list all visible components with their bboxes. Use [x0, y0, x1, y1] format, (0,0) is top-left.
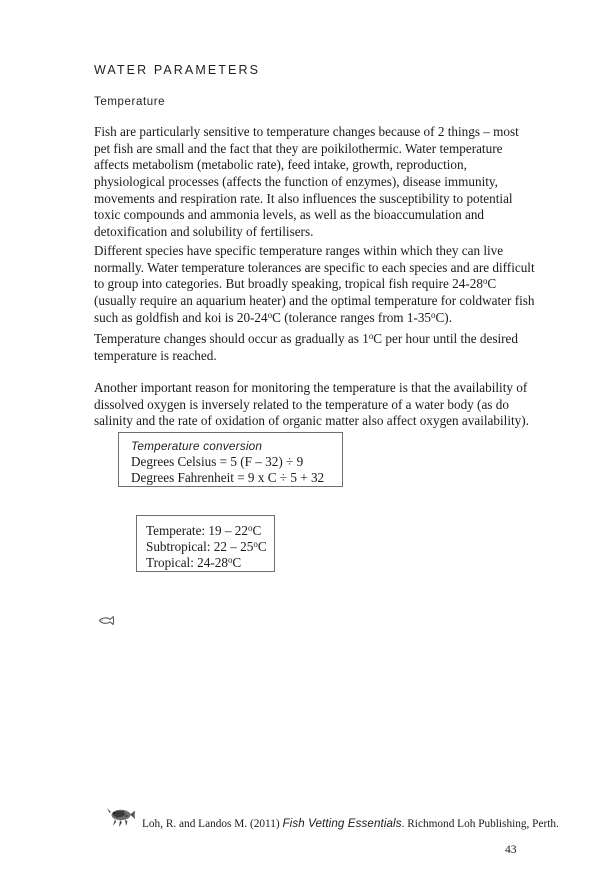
paragraph-2-text-b: C (usually require an aquarium heater) and the optimal temperature for coldwater fish such as goldfish and koi is 20-24: [94, 276, 535, 325]
paragraph-3-text-b: C per hour until the desired temperature is reached.: [94, 331, 518, 363]
citation-publisher: . Richmond Loh Publishing, Perth.: [401, 818, 559, 830]
paragraph-4: [94, 380, 535, 430]
paragraph-3-text-a: Temperature changes should occur as gradually as 1: [94, 331, 369, 347]
paragraph-3: [94, 331, 535, 364]
zone-tropical: [146, 555, 274, 571]
conversion-formula-fahrenheit: Degrees Fahrenheit = 9 x C ÷ 5 + 32: [131, 470, 325, 486]
paragraph-2-text-a: Different species have specific temperature ranges within which they can live normally. Water temperature tolerances are specific to each species and are difficult to group into categories. But broadly speaking, tropical fish require 24-28: [94, 243, 535, 292]
degree-symbol: o: [247, 523, 253, 534]
degree-symbol: o: [267, 309, 273, 320]
zone-subtropical-unit: C: [257, 539, 267, 555]
paragraph-2-text-c: C (tolerance ranges from 1-35: [272, 309, 432, 325]
degree-symbol: o: [431, 309, 436, 320]
degree-symbol: o: [227, 555, 233, 566]
zone-temperate-label: Temperate: 19 – 22: [146, 523, 248, 538]
zone-tropical-label: Tropical: 24-28: [146, 555, 228, 571]
paragraph-2-text-d: C).: [435, 309, 452, 325]
climate-zones-box: [136, 515, 275, 572]
paragraph-4-text: Another important reason for monitoring the temperature is that the availability of dissolved oxygen is inversely related to the temperature of a water body (as do salinity and the rate of oxidation of organic matter also affect oxygen availability).: [94, 380, 529, 429]
temperature-conversion-box: [118, 432, 343, 487]
degree-symbol: o: [482, 276, 488, 287]
fish-icon: [97, 613, 121, 629]
citation-authors: Loh, R. and Landos M. (2011): [142, 818, 283, 830]
citation-book-title: Fish Vetting Essentials: [282, 817, 402, 830]
page-number: 43: [505, 843, 517, 856]
subheading-temperature: Temperature: [94, 96, 166, 108]
footer: [106, 806, 559, 836]
conversion-box-title: Temperature conversion: [131, 439, 263, 453]
zone-temperate: [146, 523, 274, 539]
publisher-logo-icon: [106, 806, 136, 832]
footer-citation: [142, 817, 559, 830]
paragraph-2: [94, 243, 535, 326]
zone-temperate-unit: C: [252, 523, 262, 538]
section-heading: WATER PARAMETERS: [94, 63, 261, 77]
degree-symbol: o: [253, 539, 258, 550]
degree-symbol: o: [368, 331, 374, 342]
zone-subtropical-label: Subtropical: 22 – 25: [146, 539, 254, 555]
conversion-formula-celsius: Degrees Celsius = 5 (F – 32) ÷ 9: [131, 454, 304, 469]
paragraph-1: [94, 124, 535, 240]
zone-subtropical: [146, 539, 274, 555]
zone-tropical-unit: C: [232, 555, 242, 571]
paragraph-1-text: Fish are particularly sensitive to temperature changes because of 2 things – most pet fish are small and the fact that they are poikilothermic. Water temperature affects metabolism (metabolic rate), feed intake, growth, reproduction, physiological processes (affects the function of enzymes), disease immunity, movements and respiration rate. It also influences the susceptibility to potential toxic compounds and ammonia levels, as well as the bioaccumulation and detoxification and solubility of fertilisers.: [94, 124, 519, 239]
